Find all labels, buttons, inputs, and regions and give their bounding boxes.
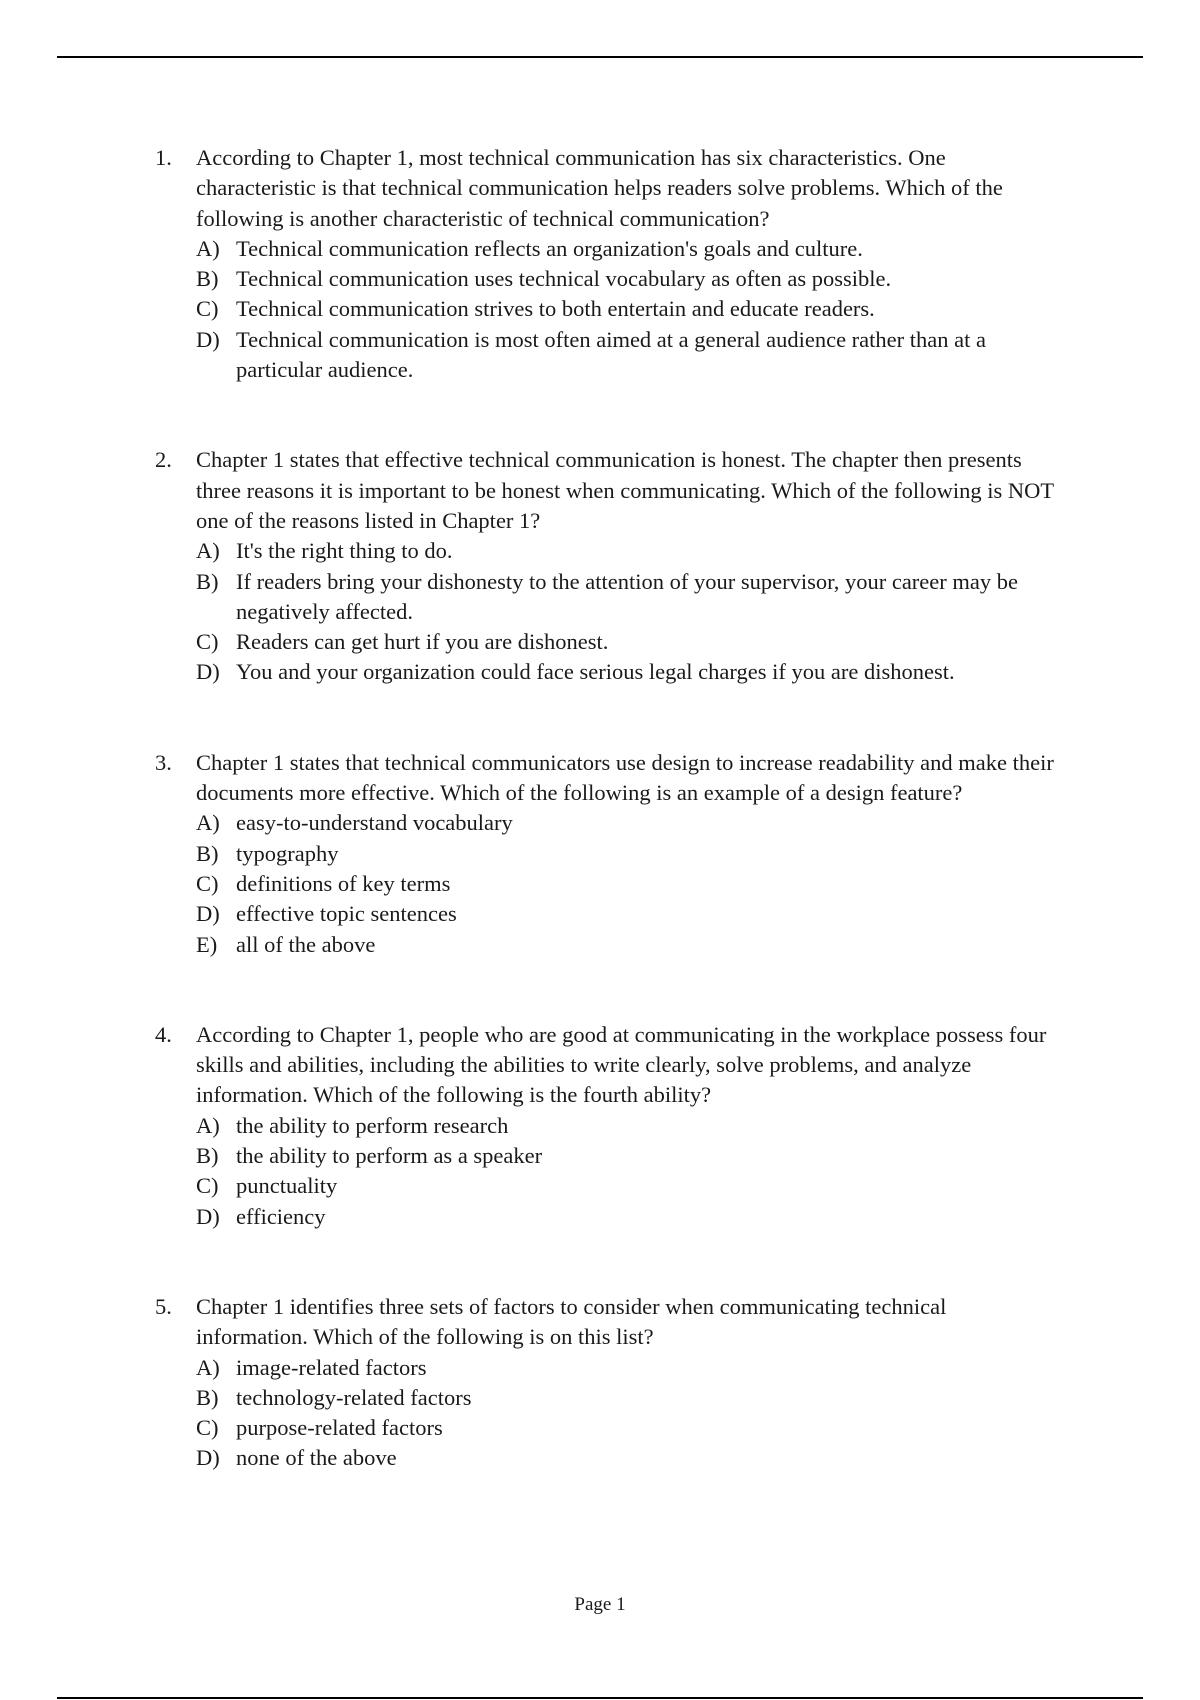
question-text: Chapter 1 states that effective technical communication is honest. The chapter then presents three reasons it is important to be honest when communicating. Which of the following is NOT one of the reasons listed in Chapter 1? bbox=[196, 447, 1054, 533]
choice-letter: B) bbox=[196, 840, 219, 866]
choice-letter: C) bbox=[196, 870, 219, 896]
choice-list bbox=[196, 1111, 1055, 1232]
choice-text: Technical communication uses technical vocabulary as often as possible. bbox=[236, 266, 892, 292]
choice-letter: B) bbox=[196, 568, 219, 594]
choice-item bbox=[196, 869, 1055, 899]
choice-text: all of the above bbox=[236, 931, 376, 957]
choice-letter: C) bbox=[196, 296, 219, 322]
choice-text: Technical communication reflects an organization's goals and culture. bbox=[236, 235, 863, 261]
choice-letter: D) bbox=[196, 901, 220, 927]
choice-text: effective topic sentences bbox=[236, 901, 457, 927]
choice-list bbox=[196, 808, 1055, 959]
choice-item bbox=[196, 1353, 1055, 1383]
choice-letter: B) bbox=[196, 266, 219, 292]
choice-list bbox=[196, 536, 1055, 687]
question-1 bbox=[155, 143, 1055, 385]
choice-item bbox=[196, 536, 1055, 566]
choice-text: You and your organization could face serious legal charges if you are dishonest. bbox=[236, 659, 955, 685]
choice-letter: C) bbox=[196, 1415, 219, 1441]
question-5 bbox=[155, 1292, 1055, 1474]
question-number: 5. bbox=[155, 1293, 172, 1319]
choice-letter: A) bbox=[196, 235, 220, 261]
choice-letter: C) bbox=[196, 629, 219, 655]
choice-list bbox=[196, 234, 1055, 385]
page-number: Page 1 bbox=[574, 1594, 626, 1615]
question-number: 4. bbox=[155, 1021, 172, 1047]
choice-item bbox=[196, 839, 1055, 869]
choice-item bbox=[196, 325, 1055, 386]
choice-item bbox=[196, 234, 1055, 264]
question-2 bbox=[155, 445, 1055, 687]
choice-letter: B) bbox=[196, 1384, 219, 1410]
choice-item bbox=[196, 294, 1055, 324]
question-text: Chapter 1 states that technical communicators use design to increase readability and make their documents more effective. Which of the following is an example of a design feature? bbox=[196, 749, 1054, 806]
choice-text: the ability to perform research bbox=[236, 1112, 509, 1138]
choice-list bbox=[196, 1353, 1055, 1474]
choice-text: Technical communication is most often aimed at a general audience rather than at a particular audience. bbox=[236, 326, 986, 383]
choice-text: image-related factors bbox=[236, 1354, 427, 1380]
choice-letter: E) bbox=[196, 931, 218, 957]
choice-letter: D) bbox=[196, 1203, 220, 1229]
question-text: Chapter 1 identifies three sets of factors to consider when communicating technical information. Which of the following is on this list? bbox=[196, 1293, 947, 1350]
choice-text: efficiency bbox=[236, 1203, 326, 1229]
choice-text: the ability to perform as a speaker bbox=[236, 1143, 543, 1169]
choice-item bbox=[196, 627, 1055, 657]
choice-text: Readers can get hurt if you are dishonest. bbox=[236, 629, 609, 655]
choice-letter: D) bbox=[196, 659, 220, 685]
choice-letter: A) bbox=[196, 1112, 220, 1138]
choice-item bbox=[196, 1111, 1055, 1141]
bottom-rule bbox=[57, 1697, 1143, 1699]
choice-text: technology-related factors bbox=[236, 1384, 472, 1410]
choice-item bbox=[196, 567, 1055, 628]
choice-letter: B) bbox=[196, 1143, 219, 1169]
choice-letter: A) bbox=[196, 538, 220, 564]
choice-text: none of the above bbox=[236, 1445, 397, 1471]
choice-text: definitions of key terms bbox=[236, 870, 451, 896]
question-text: According to Chapter 1, people who are good at communicating in the workplace possess four skills and abilities, including the abilities to write clearly, solve problems, and analyze information. Which of the following is the fourth ability? bbox=[196, 1021, 1047, 1108]
choice-item bbox=[196, 657, 1055, 687]
question-number: 1. bbox=[155, 145, 172, 170]
choice-letter: C) bbox=[196, 1173, 219, 1199]
question-number: 2. bbox=[155, 447, 172, 473]
question-4 bbox=[155, 1020, 1055, 1232]
question-number: 3. bbox=[155, 749, 172, 775]
choice-text: purpose-related factors bbox=[236, 1415, 443, 1441]
choice-item bbox=[196, 1413, 1055, 1443]
choice-text: punctuality bbox=[236, 1173, 338, 1199]
choice-letter: A) bbox=[196, 1354, 220, 1380]
choice-text: Technical communication strives to both entertain and educate readers. bbox=[236, 296, 875, 322]
choice-item bbox=[196, 1141, 1055, 1171]
choice-item bbox=[196, 930, 1055, 960]
choice-item bbox=[196, 1443, 1055, 1473]
choice-text: typography bbox=[236, 840, 339, 866]
choice-item bbox=[196, 264, 1055, 294]
choice-item bbox=[196, 1383, 1055, 1413]
choice-item bbox=[196, 1171, 1055, 1201]
choice-letter: D) bbox=[196, 326, 220, 352]
choice-text: easy-to-understand vocabulary bbox=[236, 810, 513, 836]
choice-letter: D) bbox=[196, 1445, 220, 1471]
question-list bbox=[155, 143, 1055, 1474]
top-rule bbox=[57, 56, 1143, 58]
choice-text: If readers bring your dishonesty to the attention of your supervisor, your career may be negatively affected. bbox=[236, 568, 1018, 624]
question-3 bbox=[155, 748, 1055, 960]
choice-text: It's the right thing to do. bbox=[236, 538, 453, 564]
choice-item bbox=[196, 899, 1055, 929]
question-text: According to Chapter 1, most technical communication has six characteristics. One characteristic is that technical communication helps readers solve problems. Which of the following is another characteristic of technical communication? bbox=[196, 145, 1003, 231]
choice-item bbox=[196, 808, 1055, 838]
choice-item bbox=[196, 1202, 1055, 1232]
choice-letter: A) bbox=[196, 810, 220, 836]
